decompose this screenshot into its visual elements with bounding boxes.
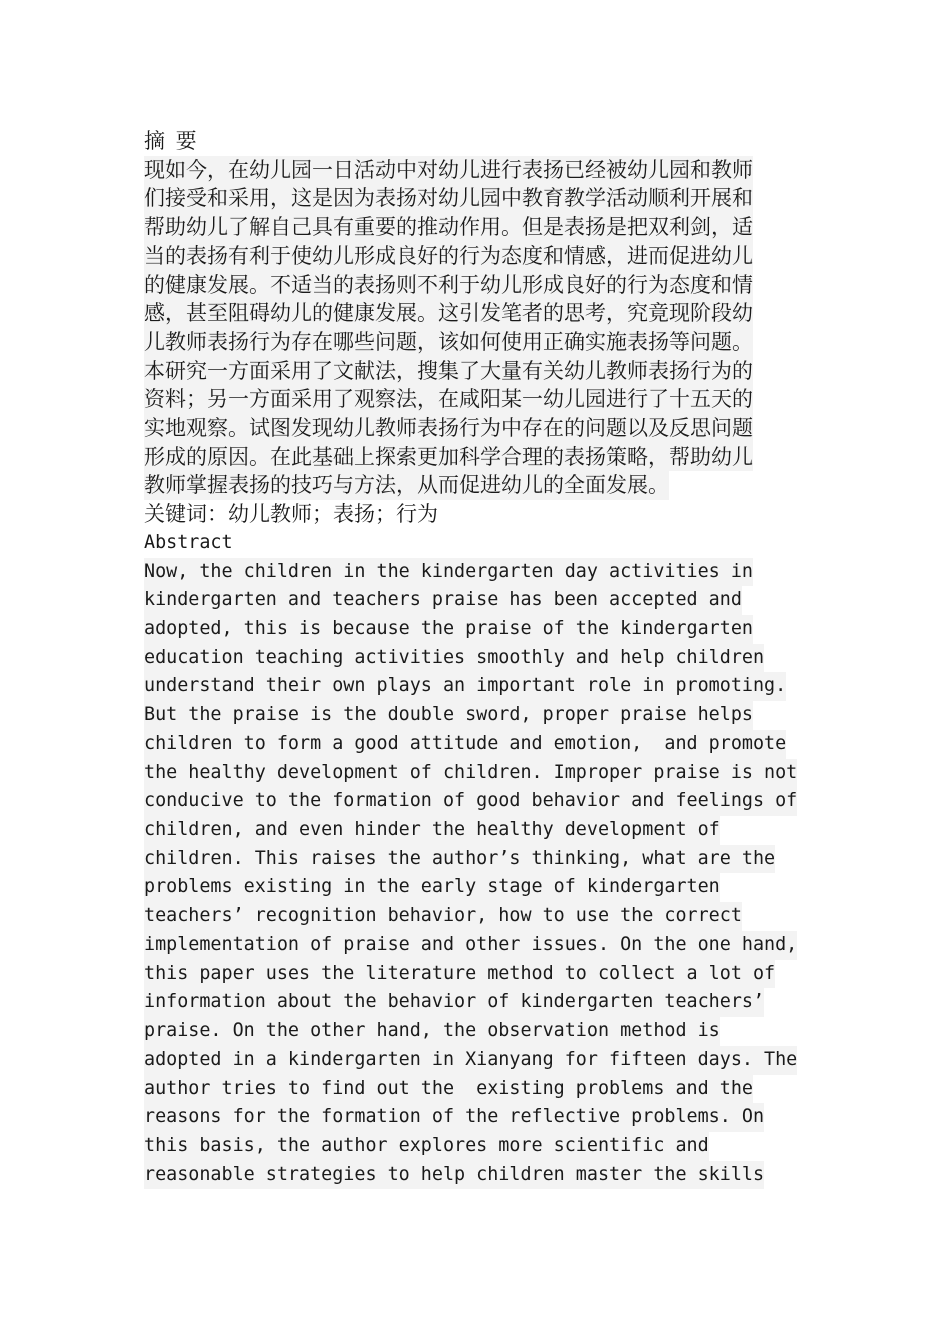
chinese-abstract xyxy=(144,127,814,529)
abstract-line-en: the healthy development of children. Improper praise is not xyxy=(144,759,797,788)
abstract-line-en: kindergarten and teachers praise has been accepted and xyxy=(144,586,742,615)
abstract-line-cn: 本研究一方面采用了文献法，搜集了大量有关幼儿教师表扬行为的 xyxy=(144,357,753,386)
abstract-line-en: this basis, the author explores more scientific and xyxy=(144,1132,709,1161)
abstract-line-en: reasonable strategies to help children master the skills xyxy=(144,1161,764,1190)
abstract-line-en: education teaching activities smoothly and help children xyxy=(144,644,764,673)
abstract-line-cn: 教师掌握表扬的技巧与方法，从而促进幼儿的全面发展。 xyxy=(144,471,669,500)
abstract-line-cn: 当的表扬有利于使幼儿形成良好的行为态度和情感，进而促进幼儿 xyxy=(144,242,753,271)
abstract-line-cn: 帮助幼儿了解自己具有重要的推动作用。但是表扬是把双利剑，适 xyxy=(144,213,753,242)
abstract-line-cn: 们接受和采用，这是因为表扬对幼儿园中教育教学活动顺利开展和 xyxy=(144,184,753,213)
abstract-line-en: Now, the children in the kindergarten day activities in xyxy=(144,558,753,587)
abstract-heading-en: Abstract xyxy=(144,531,233,553)
abstract-line-cn: 实地观察。试图发现幼儿教师表扬行为中存在的问题以及反思问题 xyxy=(144,414,753,443)
keywords-cn: 关键词：幼儿教师；表扬；行为 xyxy=(144,502,438,527)
document-page xyxy=(144,127,814,1189)
abstract-line-en: implementation of praise and other issues. On the one hand, xyxy=(144,931,797,960)
abstract-line-cn: 的健康发展。不适当的表扬则不利于幼儿形成良好的行为态度和情 xyxy=(144,271,753,300)
abstract-line-en: reasons for the formation of the reflective problems. On xyxy=(144,1103,764,1132)
abstract-line-en: But the praise is the double sword, proper praise helps xyxy=(144,701,753,730)
abstract-line-en: children. This raises the author’s thinking, what are the xyxy=(144,845,775,874)
abstract-line-en: praise. On the other hand, the observation method is xyxy=(144,1017,720,1046)
abstract-line-en: teachers’ recognition behavior, how to use the correct xyxy=(144,902,742,931)
english-abstract xyxy=(144,529,814,1190)
abstract-line-cn: 形成的原因。在此基础上探索更加科学合理的表扬策略，帮助幼儿 xyxy=(144,443,753,472)
abstract-line-en: adopted, this is because the praise of the kindergarten xyxy=(144,615,753,644)
abstract-line-en: this paper uses the literature method to collect a lot of xyxy=(144,960,775,989)
abstract-line-en: children to form a good attitude and emotion, and promote xyxy=(144,730,786,759)
abstract-line-en: understand their own plays an important role in promoting. xyxy=(144,672,786,701)
abstract-line-cn: 现如今，在幼儿园一日活动中对幼儿进行表扬已经被幼儿园和教师 xyxy=(144,156,753,185)
abstract-line-en: children, and even hinder the healthy development of xyxy=(144,816,720,845)
abstract-line-cn: 儿教师表扬行为存在哪些问题，该如何使用正确实施表扬等问题。 xyxy=(144,328,753,357)
abstract-line-en: adopted in a kindergarten in Xianyang for fifteen days. The xyxy=(144,1046,797,1075)
abstract-line-cn: 资料；另一方面采用了观察法，在咸阳某一幼儿园进行了十五天的 xyxy=(144,385,753,414)
abstract-line-cn: 感，甚至阻碍幼儿的健康发展。这引发笔者的思考，究竟现阶段幼 xyxy=(144,299,753,328)
abstract-line-en: author tries to find out the existing problems and the xyxy=(144,1075,753,1104)
abstract-line-en: information about the behavior of kindergarten teachers’ xyxy=(144,988,764,1017)
abstract-line-en: conducive to the formation of good behavior and feelings of xyxy=(144,787,797,816)
abstract-heading-cn: 摘 要 xyxy=(144,129,199,153)
abstract-line-en: problems existing in the early stage of kindergarten xyxy=(144,873,720,902)
